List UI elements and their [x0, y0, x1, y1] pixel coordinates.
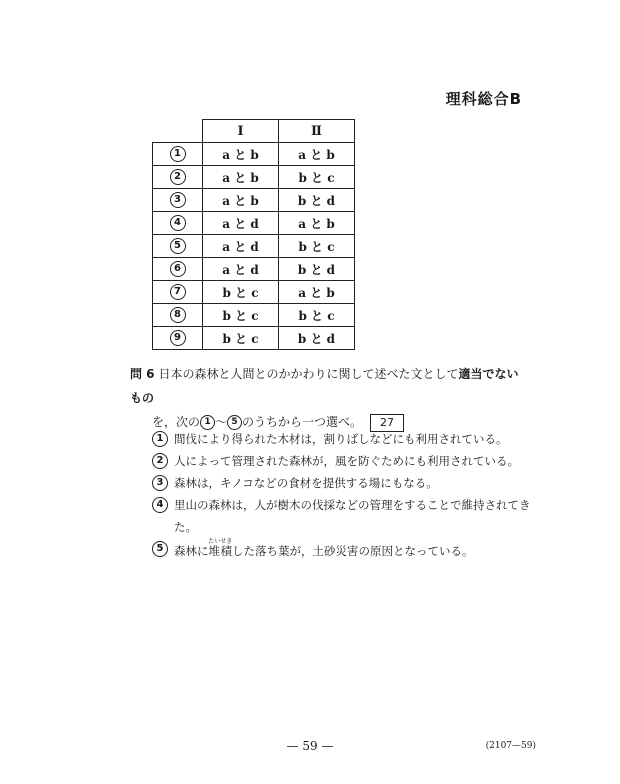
choice-text-pre: 森林に	[174, 544, 209, 558]
table-row	[153, 189, 355, 212]
question-text-2: を，次の	[152, 415, 201, 429]
ruby-base: 堆積	[208, 544, 233, 558]
table-cell-I: a と b	[203, 143, 279, 166]
table-cell-I: b と c	[203, 304, 279, 327]
table-cell-II: b と d	[279, 189, 355, 212]
table-row	[153, 281, 355, 304]
table-corner-cell	[153, 120, 203, 143]
question-6	[130, 362, 530, 434]
column-header-II: Ⅱ	[279, 120, 355, 143]
circled-number: 5	[170, 238, 186, 254]
table-row	[153, 258, 355, 281]
ruby-reading: たいせき	[208, 538, 233, 545]
answer-box[interactable]: 27	[370, 414, 404, 432]
circled-number: 7	[170, 284, 186, 300]
row-number-cell	[153, 143, 203, 166]
choice-text: 里山の森林は，人が樹木の伐採などの管理をすることで維持されてきた。	[174, 498, 531, 534]
choice-text: 人によって管理された森林が，風を防ぐためにも利用されている。	[174, 454, 519, 468]
circled-number: 4	[170, 215, 186, 231]
page-number: — 59 —	[286, 739, 334, 753]
choice-item	[152, 472, 532, 494]
choice-item	[152, 428, 532, 450]
table-cell-I: a と b	[203, 189, 279, 212]
circled-number: 5	[152, 541, 168, 557]
table-cell-I: a と d	[203, 258, 279, 281]
circled-number: 9	[170, 330, 186, 346]
table-cell-II: a と b	[279, 212, 355, 235]
subject-title: 理科総合B	[445, 90, 522, 108]
table-cell-II: a と b	[279, 281, 355, 304]
row-number-cell	[153, 166, 203, 189]
table-cell-II: a と b	[279, 143, 355, 166]
table-row	[153, 235, 355, 258]
row-number-cell	[153, 258, 203, 281]
circled-number: 3	[152, 475, 168, 491]
row-number-cell	[153, 189, 203, 212]
table-row	[153, 327, 355, 350]
column-header-I: Ⅰ	[203, 120, 279, 143]
question-text: 日本の森林と人間とのかかわりに関して述べた文として	[158, 367, 459, 381]
table-row	[153, 212, 355, 235]
range-separator: ～	[215, 415, 228, 429]
row-number-cell	[153, 304, 203, 327]
circled-number: 2	[152, 453, 168, 469]
question-text-3: のうちから一つ選べ。	[242, 415, 363, 429]
circled-number: 8	[170, 307, 186, 323]
page-code: (2107—59)	[485, 741, 536, 751]
table-row	[153, 166, 355, 189]
row-number-cell	[153, 235, 203, 258]
circled-number: 1	[200, 415, 215, 430]
circled-number: 1	[152, 431, 168, 447]
choice-text-post: した落ち葉が，土砂災害の原因となっている。	[232, 544, 474, 558]
question-number: 問 6	[130, 367, 155, 381]
row-number-cell	[153, 212, 203, 235]
choice-item	[152, 450, 532, 472]
circled-number: 4	[152, 497, 168, 513]
table-row	[153, 304, 355, 327]
table-cell-I: b と c	[203, 281, 279, 304]
table-cell-I: a と d	[203, 212, 279, 235]
choice-item	[152, 494, 532, 538]
table-cell-I: a と b	[203, 166, 279, 189]
table-header-row	[153, 120, 355, 143]
table-row	[153, 143, 355, 166]
answer-combination-table	[152, 119, 355, 350]
table-cell-I: a と d	[203, 235, 279, 258]
circled-number: 1	[170, 146, 186, 162]
table-cell-II: b と d	[279, 258, 355, 281]
circled-number: 3	[170, 192, 186, 208]
table-cell-II: b と c	[279, 166, 355, 189]
choice-text: 森林は，キノコなどの食材を提供する場にもなる。	[174, 476, 438, 490]
table-cell-II: b と d	[279, 327, 355, 350]
choice-text: 間伐により得られた木材は，割りばしなどにも利用されている。	[174, 432, 508, 446]
table-cell-II: b と c	[279, 304, 355, 327]
circled-number: 2	[170, 169, 186, 185]
choice-item	[152, 538, 532, 562]
ruby-annotation	[208, 538, 233, 558]
circled-number: 6	[170, 261, 186, 277]
choice-list	[152, 428, 532, 562]
question-line-1	[130, 362, 530, 410]
table-cell-I: b と c	[203, 327, 279, 350]
question-emphasis: 適当でないもの	[130, 367, 519, 405]
row-number-cell	[153, 281, 203, 304]
row-number-cell	[153, 327, 203, 350]
circled-number: 5	[227, 415, 242, 430]
table-cell-II: b と c	[279, 235, 355, 258]
